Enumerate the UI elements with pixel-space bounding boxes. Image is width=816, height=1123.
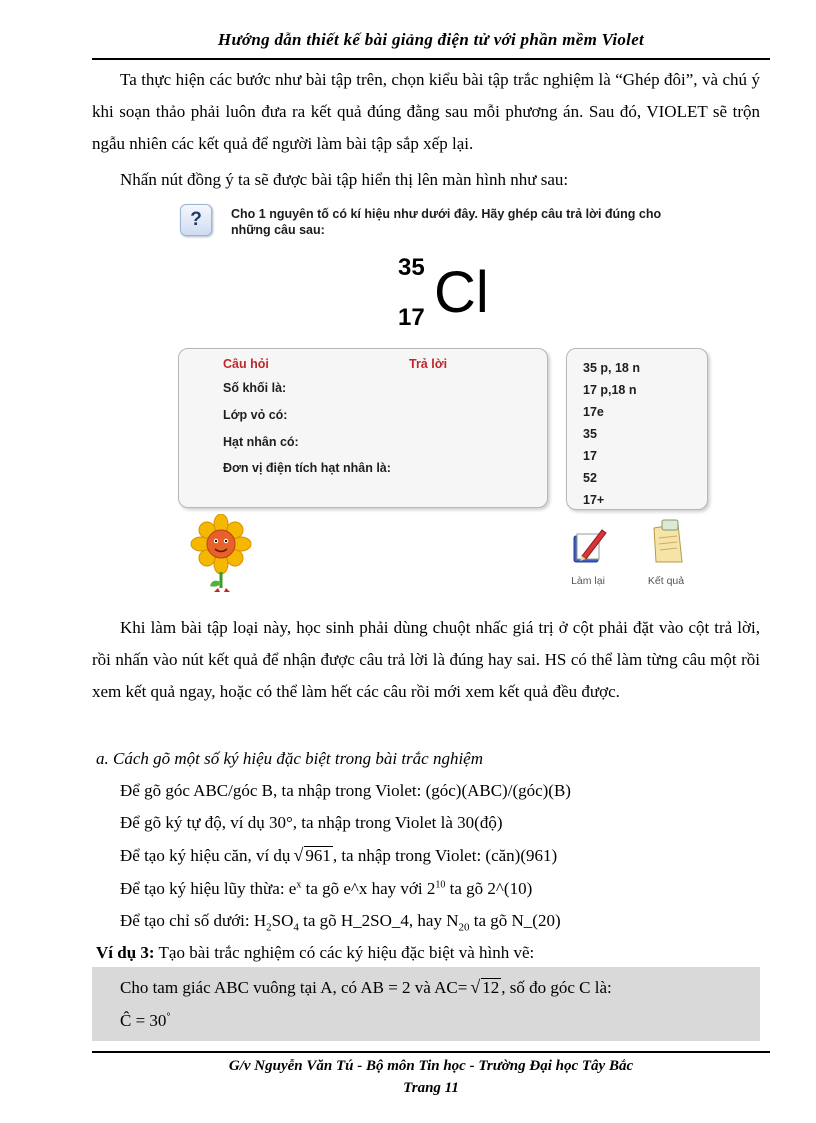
sqrt-instruction: [120, 843, 557, 868]
example-text: Tạo bài trắc nghiệm có các ký hiệu đặc biệt và hình vẽ:: [154, 943, 535, 962]
sub-index-2: 4: [293, 921, 299, 934]
isotope-atomic-number: 17: [398, 304, 425, 331]
example-3-heading: [96, 941, 534, 965]
example-question: [120, 975, 612, 1000]
question-item: Lớp vỏ có:: [223, 408, 288, 422]
power-exponent-1: x: [296, 879, 302, 891]
subscript-instruction: [120, 909, 561, 933]
header-rule: [92, 58, 770, 60]
example-answer-degree: °: [166, 1011, 171, 1023]
answer-option[interactable]: 17+: [583, 493, 605, 507]
question-item: Số khối là:: [223, 381, 287, 395]
example-question-prefix: Cho tam giác ABC vuông tại A, có AB = 2 và AC=: [120, 978, 468, 997]
isotope-symbol: [392, 252, 512, 342]
sub-middle-1: SO: [271, 911, 294, 930]
example-label: Ví dụ 3:: [96, 943, 155, 962]
intro-paragraph-2: Nhấn nút đồng ý ta sẽ được bài tập hiển thị lên màn hình như sau:: [120, 170, 569, 189]
answer-option[interactable]: 17: [583, 449, 597, 463]
power-exponent-2: 10: [435, 879, 446, 891]
question-mark-icon: ?: [180, 204, 212, 236]
example-question-suffix: , số đo góc C là:: [501, 978, 612, 997]
isotope-mass-number: 35: [398, 254, 425, 281]
example-answer: [120, 1009, 170, 1033]
power-middle: ta gõ e^x hay với 2: [301, 879, 436, 898]
retry-button[interactable]: [562, 526, 614, 587]
sqrt-prefix: Để tạo ký hiệu căn, ví dụ: [120, 846, 291, 865]
answer-panel: [566, 348, 708, 510]
page-number: Trang 11: [403, 1080, 459, 1096]
power-suffix: ta gõ 2^(10): [445, 879, 533, 898]
example-answer-text: Ĉ = 30: [120, 1011, 167, 1030]
question-item: Đơn vị điện tích hạt nhân là:: [223, 461, 391, 475]
intro-paragraph-1: Ta thực hiện các bước như bài tập trên, chọn kiểu bài tập trắc nghiệm là “Ghép đôi”, và chú ý khi soạn thảo phải luôn đưa ra kết quả đúng đằng sau mỗi phương án. Sau đó, VIOLET sẽ trộn ngẫu nhiên các kết quả để người làm bài tập sắp xếp lại.: [92, 70, 760, 153]
result-button[interactable]: [640, 518, 692, 587]
question-panel: [178, 348, 548, 508]
column-header-question: Câu hỏi: [223, 357, 269, 371]
footer-author: G/v Nguyễn Văn Tú - Bộ môn Tin học - Trường Đại học Tây Bắc: [228, 1058, 634, 1074]
example-sqrt-sign: √: [470, 977, 481, 997]
body-paragraph-3: Khi làm bài tập loại này, học sinh phải dùng chuột nhấc giá trị ở cột phải đặt vào cột trả lời, rồi nhấn vào nút kết quả để nhận được câu trả lời là đúng hay sai. HS có thể làm từng câu một rồi xem kết quả ngay, hoặc có thể làm hết các câu rồi mới xem kết quả đều được.: [92, 618, 760, 701]
answer-option[interactable]: 35 p, 18 n: [583, 361, 640, 375]
answer-option[interactable]: 17e: [583, 405, 604, 419]
column-header-answer: Trả lời: [409, 357, 448, 371]
sub-index-1: 2: [266, 921, 272, 934]
sub-middle-2: ta gõ H_2SO_4, hay N: [298, 911, 459, 930]
sqrt-suffix: , ta nhập trong Violet: (căn)(961): [332, 846, 558, 865]
power-instruction: [120, 877, 532, 901]
page-header: Hướng dẫn thiết kế bài giảng điện tử với phần mềm Violet: [217, 30, 645, 49]
sub-index-3: 20: [458, 921, 470, 934]
exercise-screenshot: [170, 196, 718, 601]
answer-option[interactable]: 17 p,18 n: [583, 383, 637, 397]
sqrt-value: 961: [305, 846, 331, 865]
degree-instruction: Để gõ ký tự độ, ví dụ 30°, ta nhập trong Violet là 30(độ): [120, 813, 503, 832]
question-item: Hạt nhân có:: [223, 435, 299, 449]
sqrt-sign: √: [293, 845, 304, 865]
answer-option[interactable]: 52: [583, 471, 597, 485]
sunflower-icon: [190, 514, 252, 594]
isotope-element: Cl: [434, 260, 489, 325]
answer-option[interactable]: 35: [583, 427, 597, 441]
retry-label: Làm lại: [571, 575, 605, 587]
section-a-heading: a. Cách gõ một số ký hiệu đặc biệt trong bài trắc nghiệm: [96, 749, 484, 768]
example-sqrt-value: 12: [482, 978, 500, 997]
power-prefix: Để tạo ký hiệu lũy thừa: e: [120, 879, 297, 898]
sub-prefix: Để tạo chỉ số dưới: H: [120, 911, 267, 930]
footer-rule: [92, 1051, 770, 1053]
result-label: Kết quả: [647, 575, 685, 587]
result-paper-icon: [646, 518, 686, 566]
notebook-pencil-icon: [568, 526, 608, 566]
exercise-question: Cho 1 nguyên tố có kí hiệu như dưới đây. Hãy ghép câu trả lời đúng cho những câu sau:: [231, 207, 662, 237]
sub-suffix: ta gõ N_(20): [469, 911, 561, 930]
angle-instruction: Để gõ góc ABC/góc B, ta nhập trong Violet: (góc)(ABC)/(góc)(B): [120, 781, 571, 800]
